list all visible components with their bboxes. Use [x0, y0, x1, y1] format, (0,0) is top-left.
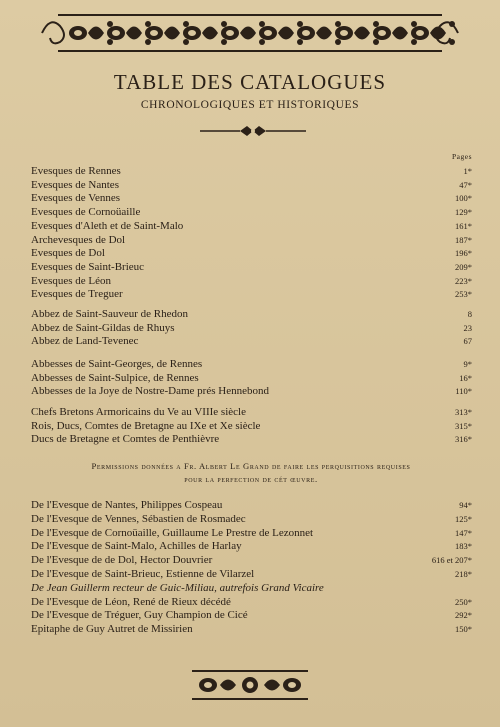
toc-entry-label: Evesques d'Aleth et de Saint-Malo	[31, 219, 184, 232]
toc-entry-label: Abbesses de la Joye de Nostre-Dame prés Hennebond	[31, 385, 269, 398]
toc-entry-label: Evesques de Dol	[31, 247, 105, 260]
toc-entry	[31, 219, 472, 233]
divider-ornament-icon	[200, 124, 306, 138]
permissions-heading-line-1: Permissions données a Fr. Albert Le Grand de faire les perquisitions requises	[91, 461, 411, 471]
toc-entry-page: 1*	[463, 166, 472, 176]
toc-entry-page: 616 et 207*	[431, 555, 472, 566]
toc-entry	[31, 512, 472, 526]
toc-entry-page: 183*	[455, 541, 472, 552]
toc-entry	[31, 274, 472, 288]
toc-entry-page: 316*	[455, 434, 472, 445]
toc-entry	[31, 307, 472, 321]
toc-entry-label: Abbesses de Saint-Georges, de Rennes	[31, 358, 203, 370]
toc-entry-page: 110*	[455, 386, 472, 397]
toc-entry	[31, 553, 472, 567]
toc-entry	[31, 567, 472, 581]
toc-entry-label: De l'Evesque de Nantes, Philippes Cospeau	[31, 499, 223, 511]
toc-entry-page: 315*	[455, 420, 472, 431]
toc-entry-page: 47*	[459, 179, 472, 190]
toc-entry-label: De l'Evesque de Saint-Malo, Achilles de Harlay	[31, 540, 242, 553]
page-subtitle: CHRONOLOGIQUES ET HISTORIQUES	[140, 99, 360, 111]
toc-entry-page: 292*	[455, 610, 472, 621]
toc-entry	[31, 526, 472, 540]
toc-entry-label: Evesques de Rennes	[31, 165, 121, 177]
toc-entry	[31, 405, 472, 419]
toc-entry-label: De l'Evesque de Léon, René de Rieux décédé	[31, 595, 231, 608]
toc-entry	[31, 581, 472, 595]
ornament-top-icon	[38, 12, 462, 54]
toc-entry	[31, 321, 472, 335]
pages-column-header: Pages	[452, 152, 472, 161]
toc-entry-label: De l'Evesque de de Dol, Hector Douvrier	[31, 554, 213, 567]
toc-entry	[31, 498, 472, 512]
permissions-heading	[30, 460, 472, 486]
toc-entry-label: De l'Evesque de Tréguer, Guy Champion de Cicé	[31, 609, 248, 622]
toc-entry-label: Abbez de Land-Tevenec	[31, 335, 139, 348]
toc-entry-page: 187*	[455, 234, 472, 245]
toc-entry	[31, 371, 472, 385]
ornament-bottom-icon	[188, 668, 312, 702]
toc-entry	[31, 357, 472, 371]
toc-entry-label: Evesques de Nantes	[31, 178, 119, 191]
toc-entry	[31, 432, 472, 446]
toc-entry-page: 223*	[455, 275, 472, 286]
toc-entry	[31, 233, 472, 247]
toc-entry-page: 313*	[455, 407, 472, 417]
toc-entry	[31, 608, 472, 622]
toc-entry	[31, 384, 472, 398]
toc-entry	[31, 205, 472, 219]
toc-entry-label: Archevesques de Dol	[31, 233, 126, 246]
toc-entry-page: 125*	[455, 513, 472, 524]
toc-entry-label: Evesques de Léon	[31, 274, 112, 287]
toc-entry-label: Epitaphe de Guy Autret de Missirien	[31, 623, 193, 636]
toc-entry-page: 8	[467, 309, 472, 319]
permissions-heading-line-2: pour la perfection de cét œuvre.	[184, 474, 318, 484]
toc-entry	[31, 419, 472, 433]
toc-entry-page: 129*	[455, 207, 472, 218]
toc-entry	[31, 287, 472, 301]
toc-entry-page: 100*	[455, 193, 472, 204]
toc-entry-page: 9*	[463, 359, 472, 369]
toc-entry-label: Chefs Bretons Armoricains du Ve au VIIIe siècle	[31, 406, 246, 418]
toc-entry-page: 147*	[455, 527, 472, 538]
toc-entry	[31, 334, 472, 348]
toc-entry	[31, 622, 472, 636]
toc-entry-label: Rois, Ducs, Comtes de Bretagne au IXe et Xe siècle	[31, 419, 261, 432]
toc-entry	[31, 178, 472, 192]
toc-entry-page: 196*	[455, 248, 472, 259]
toc-entry-page: 67	[463, 336, 472, 347]
toc-entry-label: De l'Evesque de Vennes, Sébastien de Rosmadec	[31, 512, 246, 525]
toc-entry	[31, 164, 472, 178]
toc-entry-label: De Jean Guillerm recteur de Guic-Miliau, autrefois Grand Vicaire	[31, 581, 324, 594]
toc-entry-page: 23	[463, 322, 472, 333]
toc-entry-page: 94*	[459, 500, 472, 510]
toc-entry-page: 218*	[455, 569, 472, 579]
toc-entry-label: Abbez de Saint-Gildas de Rhuys	[31, 321, 175, 334]
toc-entry	[31, 246, 472, 260]
toc-entry-page: 250*	[455, 596, 472, 607]
toc-entry-label: Abbez de Saint-Sauveur de Rhedon	[31, 308, 189, 320]
toc-entry	[31, 539, 472, 553]
toc-entry-label: Evesques de Saint-Brieuc	[31, 260, 145, 273]
toc-entry-label: Evesques de Vennes	[31, 192, 120, 205]
toc-entry-page: 253*	[455, 289, 472, 300]
toc-entry-label: De l'Evesque de Saint-Brieuc, Estienne de Vilarzel	[31, 568, 255, 580]
toc-entry-label: Evesques de Cornoüaille	[31, 206, 141, 219]
toc-entry	[31, 191, 472, 205]
toc-entry-page: 150*	[455, 624, 472, 635]
toc-entry-label: Abbesses de Saint-Sulpice, de Rennes	[31, 371, 199, 384]
toc-entry	[31, 595, 472, 609]
toc-entry-label: Evesques de Treguer	[31, 288, 123, 301]
page-title: TABLE DES CATALOGUES	[113, 70, 387, 94]
toc-entry	[31, 260, 472, 274]
toc-entry-page: 209*	[455, 261, 472, 272]
toc-entry-label: De l'Evesque de Cornoüaille, Guillaume Le Prestre de Lezonnet	[31, 526, 314, 539]
toc-entry-page: 16*	[459, 372, 472, 383]
toc-entry-page: 161*	[455, 220, 472, 231]
toc-entry-label: Ducs de Bretagne et Comtes de Penthièvre	[31, 433, 220, 446]
